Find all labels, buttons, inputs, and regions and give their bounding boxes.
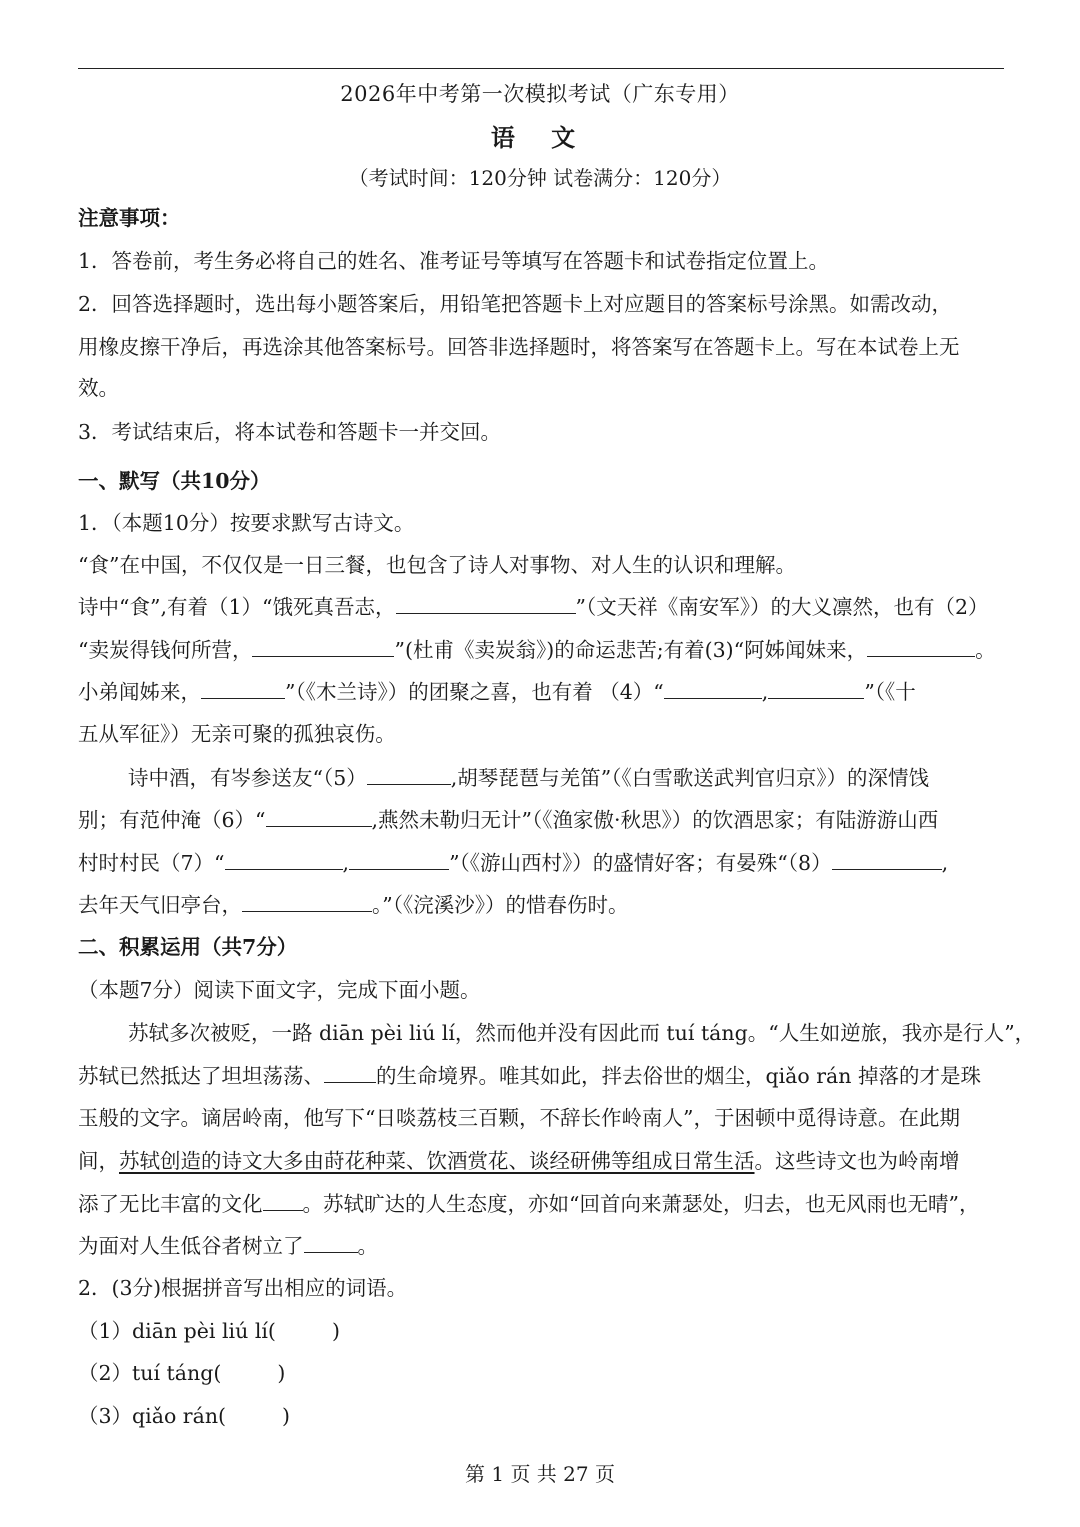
text: 添了无比丰富的文化 [78, 1192, 263, 1216]
text: ) [282, 1404, 291, 1428]
s2-para-3: 玉般的文字。谪居岭南，他写下“日啖荔枝三百颗，不辞长作岭南人”，于困顿中觅得诗意。在此期 [78, 1106, 960, 1130]
text: , [342, 851, 350, 875]
text: ”(杜甫《卖炭翁》)的命运悲苦;有着(3)“阿姊闻妹来， [394, 638, 868, 662]
s2-para-2 [78, 1061, 1004, 1091]
text: 为面对人生低谷者树立了 [78, 1234, 304, 1258]
s1-line-5 [78, 763, 1054, 793]
s1-line-4: 五从军征》）无亲可聚的孤独哀伤。 [78, 722, 396, 746]
note-3: 3．考试结束后，将本试卷和答题卡一并交回。 [78, 420, 502, 444]
text: （1）diān pèi liú lí( [78, 1319, 276, 1343]
fill-blank-8[interactable] [266, 806, 372, 827]
fill-blank-14[interactable] [263, 1190, 303, 1211]
fill-blank-13[interactable] [324, 1062, 376, 1083]
note-2c: 效。 [78, 376, 119, 400]
text: ”（《十 [864, 680, 916, 704]
s1-line-7 [78, 848, 1004, 878]
s2-para-1: 苏轼多次被贬，一路 diān pèi liú lí，然而他并没有因此而 tuí táng。“人生如逆旅，我亦是行人”， [128, 1021, 1036, 1045]
fill-blank-4[interactable] [201, 678, 285, 699]
page-number: 第 1 页 共 27 页 [465, 1462, 615, 1486]
fill-blank-5[interactable] [664, 678, 762, 699]
s2-para-5 [78, 1189, 1004, 1219]
subject-title: 语 文 [490, 123, 590, 152]
text: 苏轼已然抵达了坦坦荡荡、 [78, 1064, 324, 1088]
text: 。这些诗文也为岭南增 [754, 1149, 960, 1173]
text: 间， [78, 1149, 119, 1173]
s1-paragraph-1: “食”在中国，不仅仅是一日三餐，也包含了诗人对事物、对人生的认识和理解。 [78, 553, 796, 577]
text: ”（《木兰诗》）的团聚之喜，也有着 （4）“ [285, 680, 664, 704]
text: （3）qiǎo rán( [78, 1404, 227, 1428]
note-1: 1．答卷前，考生务必将自己的姓名、准考证号等填写在答题卡和试卷指定位置上。 [78, 249, 830, 273]
subquestion-2 [78, 1358, 1004, 1388]
subquestion-1 [78, 1316, 1004, 1346]
question-2: 2．(3分)根据拼音写出相应的词语。 [78, 1276, 408, 1300]
fill-blank-12[interactable] [242, 891, 372, 912]
fill-blank-15[interactable] [304, 1232, 358, 1253]
text: 村时村民（7）“ [78, 851, 225, 875]
fill-blank-11[interactable] [832, 849, 942, 870]
text: ) [331, 1319, 340, 1343]
s2-para-6 [78, 1231, 1004, 1261]
section2-heading: 二、积累运用（共7分） [78, 935, 298, 959]
s1-line-3 [78, 677, 1004, 707]
underlined-sentence: 苏轼创造的诗文大多由莳花种菜、饮酒赏花、谈经研佛等组成日常生活 [119, 1149, 755, 1173]
text: ,胡琴琵琶与羌笛”（《白雪歌送武判官归京》）的深情饯 [450, 766, 930, 790]
section1-heading: 一、默写（共10分） [78, 469, 271, 493]
fill-blank-10[interactable] [349, 849, 449, 870]
text: （2）tuí táng( [78, 1361, 222, 1385]
text: 别；有范仲淹（6）“ [78, 808, 266, 832]
text: 的生命境界。唯其如此，拌去俗世的烟尘，qiǎo rán 掉落的才是珠 [376, 1064, 981, 1088]
s1-line-1 [78, 592, 1004, 622]
fill-blank-2[interactable] [252, 636, 394, 657]
s1-line-6 [78, 805, 1004, 835]
fill-blank-1[interactable] [396, 593, 576, 614]
exam-info: （考试时间：120分钟 试卷满分：120分） [348, 166, 732, 190]
text: “卖炭得钱何所营， [78, 638, 253, 662]
fill-blank-9[interactable] [225, 849, 343, 870]
s1-line-2 [78, 635, 1004, 665]
text: ”（《游山西村》）的盛情好客；有晏殊“（8） [449, 851, 832, 875]
text: 诗中酒，有岑参送友“（5） [128, 766, 367, 790]
notes-heading: 注意事项： [78, 206, 181, 230]
note-2b: 用橡皮擦干净后，再选涂其他答案标号。回答非选择题时，将答案写在答题卡上。写在本试卷上无 [78, 335, 960, 359]
text: 。苏轼旷达的人生态度，亦如“回首向来萧瑟处，归去，也无风雨也无晴”， [302, 1192, 980, 1216]
fill-blank-6[interactable] [768, 678, 864, 699]
fill-blank-7[interactable] [367, 764, 451, 785]
fill-blank-3[interactable] [867, 636, 975, 657]
s1-line-8 [78, 890, 1004, 920]
subquestion-3 [78, 1401, 1004, 1431]
text: 小弟闻姊来， [78, 680, 201, 704]
text: , [941, 851, 949, 875]
text: ,燕然未勒归无计”（《渔家傲·秋思》）的饮酒思家；有陆游游山西 [371, 808, 939, 832]
note-2a: 2．回答选择题时，选出每小题答案后，用铅笔把答题卡上对应题目的答案标号涂黑。如需改动， [78, 292, 953, 316]
text: , [761, 680, 769, 704]
header-rule [78, 68, 1004, 69]
text: 。 [975, 638, 996, 662]
text: ) [277, 1361, 286, 1385]
text: 。”（《浣溪沙》）的惜春伤时。 [372, 893, 629, 917]
text: 诗中“食”,有着（1）“饿死真吾志， [78, 595, 396, 619]
text: 去年天气旧亭台， [78, 893, 242, 917]
exam-title: 2026年中考第一次模拟考试（广东专用） [340, 82, 740, 106]
s2-intro: （本题7分）阅读下面文字，完成下面小题。 [78, 978, 481, 1002]
s2-para-4 [78, 1146, 1004, 1176]
text: ”（文天祥《南安军》）的大义凛然，也有（2） [575, 595, 989, 619]
question-1: 1．（本题10分）按要求默写古诗文。 [78, 511, 415, 535]
text: 。 [357, 1234, 378, 1258]
